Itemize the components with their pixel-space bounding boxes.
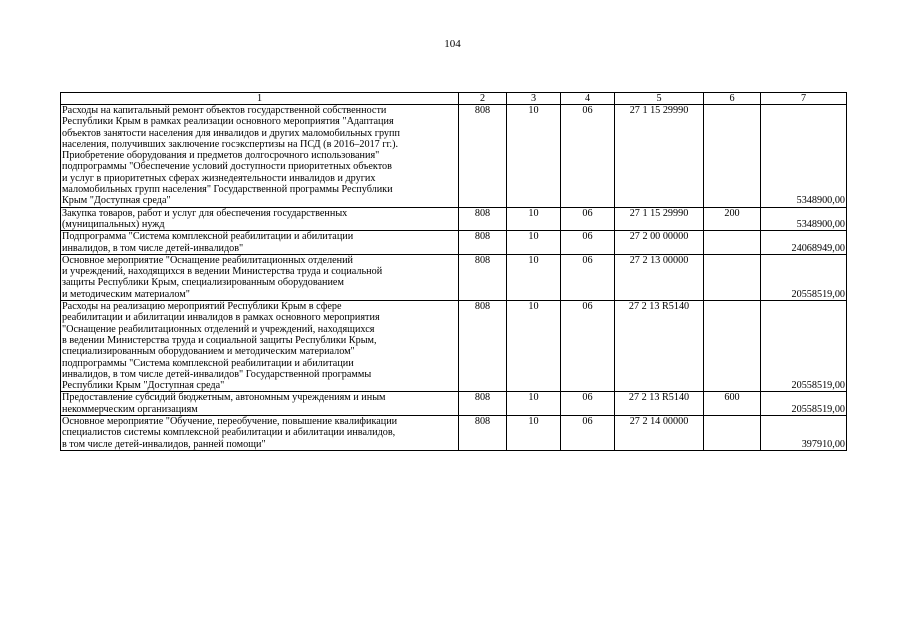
table-row [61,254,847,300]
row-section-code: 10 [507,105,561,208]
column-header: 4 [561,93,615,105]
row-subsection-code: 06 [561,301,615,392]
table-row [61,392,847,416]
row-target-article: 27 1 15 29990 [615,207,704,231]
row-target-article: 27 1 15 29990 [615,105,704,208]
row-description: Расходы на капитальный ремонт объектов государственной собственности Республики Крым в рамках реализации основного мероприятия "Адаптация объектов занятости населения для инвалидов и других маломобильных групп населения, получивших заключение госэкспертизы на ПСД (в 2016–2017 гг.). Приобретение оборудования и предметов долгосрочного использования" подпрограммы "Обеспечение условий доступности приоритетных объектов и услуг в приоритетных сферах жизнедеятельности инвалидов и других маломобильных групп населения" Государственной программы Республики Крым "Доступная среда" [61,105,459,208]
row-subsection-code: 06 [561,105,615,208]
row-description: Расходы на реализацию мероприятий Республики Крым в сфере реабилитации и абилитации инвалидов в рамках основного мероприятия "Оснащение реабилитационных отделений и учреждений, находящихся в ведении Министерства труда и социальной защиты Республики Крым, специализированным оборудованием и методическим материалом" подпрограммы "Система комплексной реабилитации и абилитации инвалидов, в том числе детей-инвалидов" Государственной программы Республики Крым "Доступная среда" [61,301,459,392]
row-section-code: 10 [507,392,561,416]
row-section-code: 10 [507,231,561,255]
row-description: Предоставление субсидий бюджетным, автономным учреждениям и иным некоммерческим организациям [61,392,459,416]
row-grbs-code: 808 [459,301,507,392]
table-row [61,207,847,231]
row-section-code: 10 [507,207,561,231]
row-section-code: 10 [507,254,561,300]
row-grbs-code: 808 [459,392,507,416]
row-grbs-code: 808 [459,207,507,231]
row-expense-type: 200 [704,207,761,231]
table-row [61,231,847,255]
column-header: 7 [761,93,847,105]
row-grbs-code: 808 [459,231,507,255]
row-target-article: 27 2 00 00000 [615,231,704,255]
row-target-article: 27 2 13 R5140 [615,392,704,416]
row-target-article: 27 2 13 00000 [615,254,704,300]
row-expense-type [704,231,761,255]
row-amount: 397910,00 [761,416,847,451]
row-amount: 5348900,00 [761,105,847,208]
row-amount: 24068949,00 [761,231,847,255]
column-header: 6 [704,93,761,105]
row-description: Основное мероприятие "Оснащение реабилитационных отделений и учреждений, находящихся в ведении Министерства труда и социальной защиты Республики Крым, специализированным оборудованием и методическим материалом" [61,254,459,300]
row-subsection-code: 06 [561,254,615,300]
table-row [61,301,847,392]
row-amount: 20558519,00 [761,254,847,300]
row-description: Основное мероприятие "Обучение, переобучение, повышение квалификации специалистов системы комплексной реабилитации и абилитации инвалидов, в том числе детей-инвалидов, ранней помощи" [61,416,459,451]
table-header-row [61,93,847,105]
table-row [61,105,847,208]
row-expense-type: 600 [704,392,761,416]
row-subsection-code: 06 [561,392,615,416]
row-target-article: 27 2 14 00000 [615,416,704,451]
row-subsection-code: 06 [561,416,615,451]
row-grbs-code: 808 [459,254,507,300]
row-description: Закупка товаров, работ и услуг для обеспечения государственных (муниципальных) нужд [61,207,459,231]
column-header: 3 [507,93,561,105]
budget-table [60,92,847,451]
row-expense-type [704,416,761,451]
row-grbs-code: 808 [459,105,507,208]
row-target-article: 27 2 13 R5140 [615,301,704,392]
row-expense-type [704,301,761,392]
column-header: 1 [61,93,459,105]
row-subsection-code: 06 [561,207,615,231]
row-subsection-code: 06 [561,231,615,255]
row-section-code: 10 [507,416,561,451]
column-header: 2 [459,93,507,105]
row-description: Подпрограмма "Система комплексной реабилитации и абилитации инвалидов, в том числе детей-инвалидов" [61,231,459,255]
row-expense-type [704,254,761,300]
table-row [61,416,847,451]
row-grbs-code: 808 [459,416,507,451]
row-section-code: 10 [507,301,561,392]
page-number: 104 [444,38,461,50]
row-amount: 5348900,00 [761,207,847,231]
row-amount: 20558519,00 [761,301,847,392]
column-header: 5 [615,93,704,105]
row-expense-type [704,105,761,208]
row-amount: 20558519,00 [761,392,847,416]
